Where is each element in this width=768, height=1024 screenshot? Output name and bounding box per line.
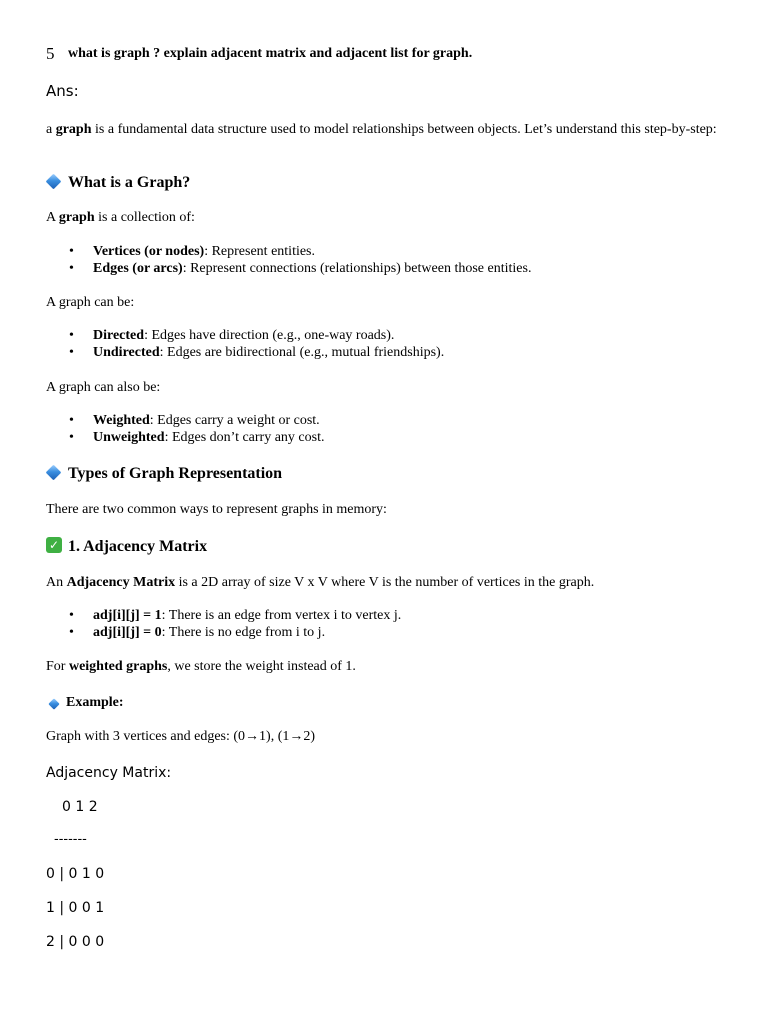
example-label: Example: <box>66 695 124 710</box>
matrix-rule: ------- <box>54 832 87 847</box>
item-rest: : Represent connections (relationships) between those entities. <box>182 261 532 276</box>
bullet-dot: • <box>69 244 74 259</box>
weighted-bold: weighted graphs <box>68 659 168 674</box>
heading-adjacency-matrix: 1. Adjacency Matrix <box>68 538 208 555</box>
adjacency-matrix-description <box>46 575 594 591</box>
item-rest: : Edges are bidirectional (e.g., mutual friendships). <box>159 345 445 360</box>
intro-prefix: a <box>46 122 56 137</box>
question-text: what is graph ? explain adjacent matrix and adjacent list for graph. <box>68 46 473 61</box>
bullet-dot: • <box>69 261 74 276</box>
collection-bold: graph <box>58 210 95 225</box>
item-bold: Undirected <box>93 345 160 360</box>
item-rest: : Edges carry a weight or cost. <box>149 413 320 428</box>
bullet-dot: • <box>69 430 74 445</box>
answer-label: Ans: <box>46 82 79 100</box>
desc-prefix: An <box>46 575 67 590</box>
matrix-row-2: 2 | 0 0 0 <box>46 934 105 950</box>
check-mark-icon: ✓ <box>46 536 62 554</box>
list-item-vertices <box>93 244 315 260</box>
item-bold: Directed <box>93 328 145 343</box>
item-rest: : There is no edge from i to j. <box>161 625 326 640</box>
list-item-directed <box>93 328 394 344</box>
representation-paragraph: There are two common ways to represent graphs in memory: <box>46 502 387 517</box>
intro-graph-bold: graph <box>55 122 92 137</box>
collection-prefix: A <box>46 210 59 225</box>
example-text: Graph with 3 vertices and edges: (0→1), (1→2) <box>46 729 316 744</box>
item-rest: : There is an edge from vertex i to vertex j. <box>161 608 402 623</box>
matrix-row-1: 1 | 0 0 1 <box>46 900 105 916</box>
item-bold: Edges (or arcs) <box>93 261 183 276</box>
desc-rest: is a 2D array of size V x V where V is the number of vertices in the graph. <box>175 575 595 590</box>
item-bold: Vertices (or nodes) <box>93 244 205 259</box>
weighted-graphs-paragraph <box>46 659 356 675</box>
item-bold: Weighted <box>93 413 150 428</box>
list-item-undirected <box>93 345 444 361</box>
intro-rest: is a fundamental data structure used to model relationships between objects. Let’s understand this step-by-step: <box>91 122 717 137</box>
list-item-edges <box>93 261 531 277</box>
collection-paragraph <box>46 210 195 226</box>
matrix-row-0: 0 | 0 1 0 <box>46 866 105 882</box>
can-also-be-paragraph: A graph can also be: <box>46 380 161 395</box>
weighted-rest: , we store the weight instead of 1. <box>167 659 356 674</box>
desc-bold: Adjacency Matrix <box>66 575 176 590</box>
bullet-dot: • <box>69 608 74 623</box>
bullet-dot: • <box>69 345 74 360</box>
matrix-label: Adjacency Matrix: <box>46 765 172 781</box>
bullet-dot: • <box>69 413 74 428</box>
intro-paragraph <box>46 121 726 138</box>
list-item-adj-zero <box>93 625 325 641</box>
small-blue-diamond-icon <box>50 695 58 713</box>
blue-diamond-icon <box>48 463 59 481</box>
item-bold: adj[i][j] = 0 <box>93 625 162 640</box>
bullet-dot: • <box>69 328 74 343</box>
can-be-paragraph: A graph can be: <box>46 295 135 310</box>
bullet-dot: • <box>69 625 74 640</box>
item-rest: : Represent entities. <box>204 244 316 259</box>
list-item-weighted <box>93 413 320 429</box>
weighted-prefix: For <box>46 659 69 674</box>
item-rest: : Edges don’t carry any cost. <box>164 430 325 445</box>
question-number: 5 <box>46 44 55 63</box>
item-bold: Unweighted <box>93 430 165 445</box>
item-bold: adj[i][j] = 1 <box>93 608 162 623</box>
list-item-adj-one <box>93 608 401 624</box>
heading-types-of-representation: Types of Graph Representation <box>68 465 283 482</box>
matrix-header: 0 1 2 <box>62 799 98 815</box>
item-rest: : Edges have direction (e.g., one-way roads). <box>144 328 395 343</box>
collection-rest: is a collection of: <box>94 210 195 225</box>
blue-diamond-icon <box>48 172 59 190</box>
list-item-unweighted <box>93 430 324 446</box>
heading-what-is-graph: What is a Graph? <box>68 174 191 191</box>
